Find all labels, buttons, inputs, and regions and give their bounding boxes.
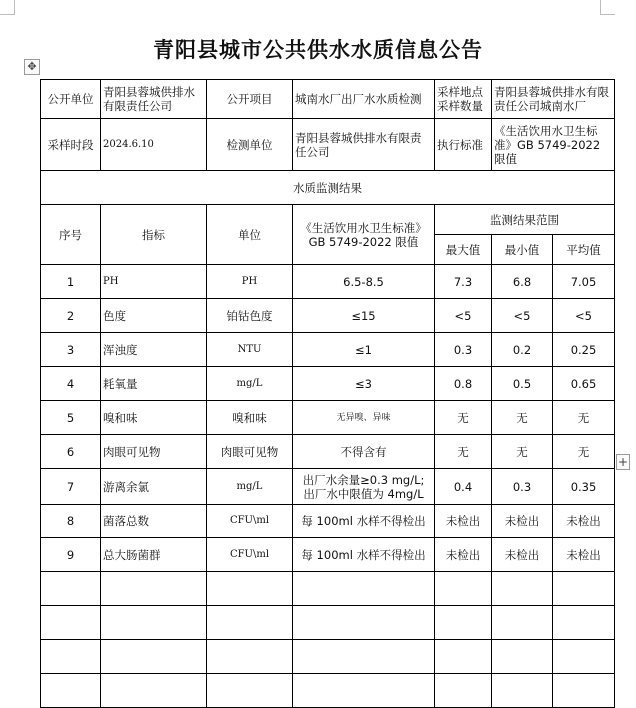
row-avg: 7.05 (553, 265, 615, 299)
empty-cell[interactable] (41, 572, 101, 606)
table-row (41, 299, 615, 333)
empty-row (41, 674, 615, 708)
empty-cell[interactable] (492, 606, 553, 640)
row-max: 0.8 (435, 367, 492, 401)
empty-cell[interactable] (293, 572, 435, 606)
row-avg: 0.25 (553, 333, 615, 367)
row-max: <5 (435, 299, 492, 333)
row-index: 2 (41, 299, 101, 333)
empty-cell[interactable] (492, 640, 553, 674)
row-index: 6 (41, 435, 101, 469)
publisher-label: 公开单位 (41, 80, 101, 119)
row-min: <5 (492, 299, 553, 333)
header-limit: 《生活饮用水卫生标准》 GB 5749-2022 限值 (293, 205, 435, 265)
table-row (41, 435, 615, 469)
row-limit: ≤3 (293, 367, 435, 401)
empty-cell[interactable] (41, 606, 101, 640)
empty-cell[interactable] (207, 640, 293, 674)
row-min: 未检出 (492, 538, 553, 572)
row-unit: NTU (207, 333, 293, 367)
empty-cell[interactable] (492, 572, 553, 606)
sampling-value: 青阳县蓉城供排水有限责任公司城南水厂 (492, 80, 615, 119)
table-row (41, 469, 615, 505)
row-index: 5 (41, 401, 101, 435)
row-limit: 无异嗅、异味 (293, 401, 435, 435)
row-indicator: 色度 (101, 299, 207, 333)
row-limit: ≤15 (293, 299, 435, 333)
header-min: 最小值 (492, 235, 553, 265)
empty-cell[interactable] (435, 674, 492, 708)
row-indicator: 耗氧量 (101, 367, 207, 401)
add-row-icon[interactable]: + (617, 455, 629, 469)
empty-cell[interactable] (435, 640, 492, 674)
empty-cell[interactable] (553, 640, 615, 674)
table-row (41, 538, 615, 572)
row-avg: 0.65 (553, 367, 615, 401)
row-avg: <5 (553, 299, 615, 333)
row-index: 3 (41, 333, 101, 367)
empty-cell[interactable] (435, 606, 492, 640)
empty-row (41, 606, 615, 640)
empty-cell[interactable] (435, 572, 492, 606)
header-index: 序号 (41, 205, 101, 265)
empty-cell[interactable] (553, 674, 615, 708)
row-unit: mg/L (207, 367, 293, 401)
unit-label: 检测单位 (207, 119, 293, 171)
empty-row (41, 572, 615, 606)
row-max: 无 (435, 435, 492, 469)
row-indicator: 总大肠菌群 (101, 538, 207, 572)
header-unit: 单位 (207, 205, 293, 265)
row-max: 0.3 (435, 333, 492, 367)
row-avg: 无 (553, 435, 615, 469)
page-corner-top-left (0, 0, 15, 15)
row-min: 6.8 (492, 265, 553, 299)
row-avg: 未检出 (553, 505, 615, 538)
row-avg: 0.35 (553, 469, 615, 505)
row-index: 9 (41, 538, 101, 572)
table-row (41, 265, 615, 299)
empty-cell[interactable] (492, 674, 553, 708)
page-title: 青阳县城市公共供水水质信息公告 (153, 38, 483, 62)
row-index: 4 (41, 367, 101, 401)
row-limit: 每 100ml 水样不得检出 (293, 538, 435, 572)
row-max: 7.3 (435, 265, 492, 299)
row-max: 未检出 (435, 505, 492, 538)
standard-label: 执行标准 (435, 119, 492, 171)
header-range: 监测结果范围 (435, 205, 615, 235)
section-row (41, 171, 615, 205)
water-quality-table (40, 79, 615, 708)
empty-row (41, 640, 615, 674)
empty-cell[interactable] (207, 572, 293, 606)
row-unit: CFU\ml (207, 505, 293, 538)
row-avg: 未检出 (553, 538, 615, 572)
project-label: 公开项目 (207, 80, 293, 119)
row-unit: 嗅和味 (207, 401, 293, 435)
row-limit: ≤1 (293, 333, 435, 367)
row-limit-line-1: 出厂水余量≥0.3 mg/L; (302, 472, 425, 487)
row-min: 0.2 (492, 333, 553, 367)
row-min: 0.3 (492, 469, 553, 505)
row-min: 未检出 (492, 505, 553, 538)
row-indicator: 菌落总数 (101, 505, 207, 538)
project-value: 城南水厂出厂水水质检测 (293, 80, 435, 119)
standard-value: 《生活饮用水卫生标准》GB 5749-2022 限值 (492, 119, 615, 171)
page-corner-top-right (600, 0, 615, 15)
row-max: 无 (435, 401, 492, 435)
row-indicator: PH (101, 265, 207, 299)
row-indicator: 游离余氯 (101, 469, 207, 505)
row-indicator: 浑浊度 (101, 333, 207, 367)
header-avg: 平均值 (553, 235, 615, 265)
row-limit: 每 100ml 水样不得检出 (293, 505, 435, 538)
row-unit: mg/L (207, 469, 293, 505)
table-row (41, 367, 615, 401)
row-index: 8 (41, 505, 101, 538)
empty-cell[interactable] (553, 572, 615, 606)
row-index: 7 (41, 469, 101, 505)
row-unit: 铂钴色度 (207, 299, 293, 333)
row-unit: PH (207, 265, 293, 299)
row-limit (293, 469, 435, 505)
time-value: 2024.6.10 (101, 119, 207, 171)
row-max: 0.4 (435, 469, 492, 505)
time-label: 采样时段 (41, 119, 101, 171)
empty-cell[interactable] (101, 572, 207, 606)
info-row-time (41, 119, 615, 171)
empty-cell[interactable] (207, 674, 293, 708)
section-title: 水质监测结果 (41, 171, 615, 205)
row-unit: CFU\ml (207, 538, 293, 572)
empty-cell[interactable] (293, 640, 435, 674)
row-min: 无 (492, 435, 553, 469)
header-row-1 (41, 205, 615, 235)
empty-cell[interactable] (41, 640, 101, 674)
row-indicator: 嗅和味 (101, 401, 207, 435)
empty-cell[interactable] (101, 674, 207, 708)
table-row (41, 505, 615, 538)
row-indicator: 肉眼可见物 (101, 435, 207, 469)
row-index: 1 (41, 265, 101, 299)
row-min: 0.5 (492, 367, 553, 401)
row-unit: 肉眼可见物 (207, 435, 293, 469)
empty-cell[interactable] (101, 640, 207, 674)
empty-cell[interactable] (207, 606, 293, 640)
empty-cell[interactable] (553, 606, 615, 640)
row-limit-line-2: 出厂水中限值为 4mg/L (303, 486, 424, 501)
row-max: 未检出 (435, 538, 492, 572)
publisher-value: 青阳县蓉城供排水有限责任公司 (101, 80, 207, 119)
header-max: 最大值 (435, 235, 492, 265)
info-row-publisher (41, 80, 615, 119)
empty-cell[interactable] (293, 674, 435, 708)
table-row (41, 333, 615, 367)
header-indicator: 指标 (101, 205, 207, 265)
row-limit: 不得含有 (293, 435, 435, 469)
empty-cell[interactable] (101, 606, 207, 640)
row-avg: 无 (553, 401, 615, 435)
sampling-label: 采样地点采样数量 (435, 80, 492, 119)
table-row (41, 401, 615, 435)
table-move-handle-icon[interactable]: ✥ (24, 59, 40, 75)
unit-value: 青阳县蓉城供排水有限责任公司 (293, 119, 435, 171)
row-limit: 6.5-8.5 (293, 265, 435, 299)
row-min: 无 (492, 401, 553, 435)
empty-cell[interactable] (41, 674, 101, 708)
empty-cell[interactable] (293, 606, 435, 640)
